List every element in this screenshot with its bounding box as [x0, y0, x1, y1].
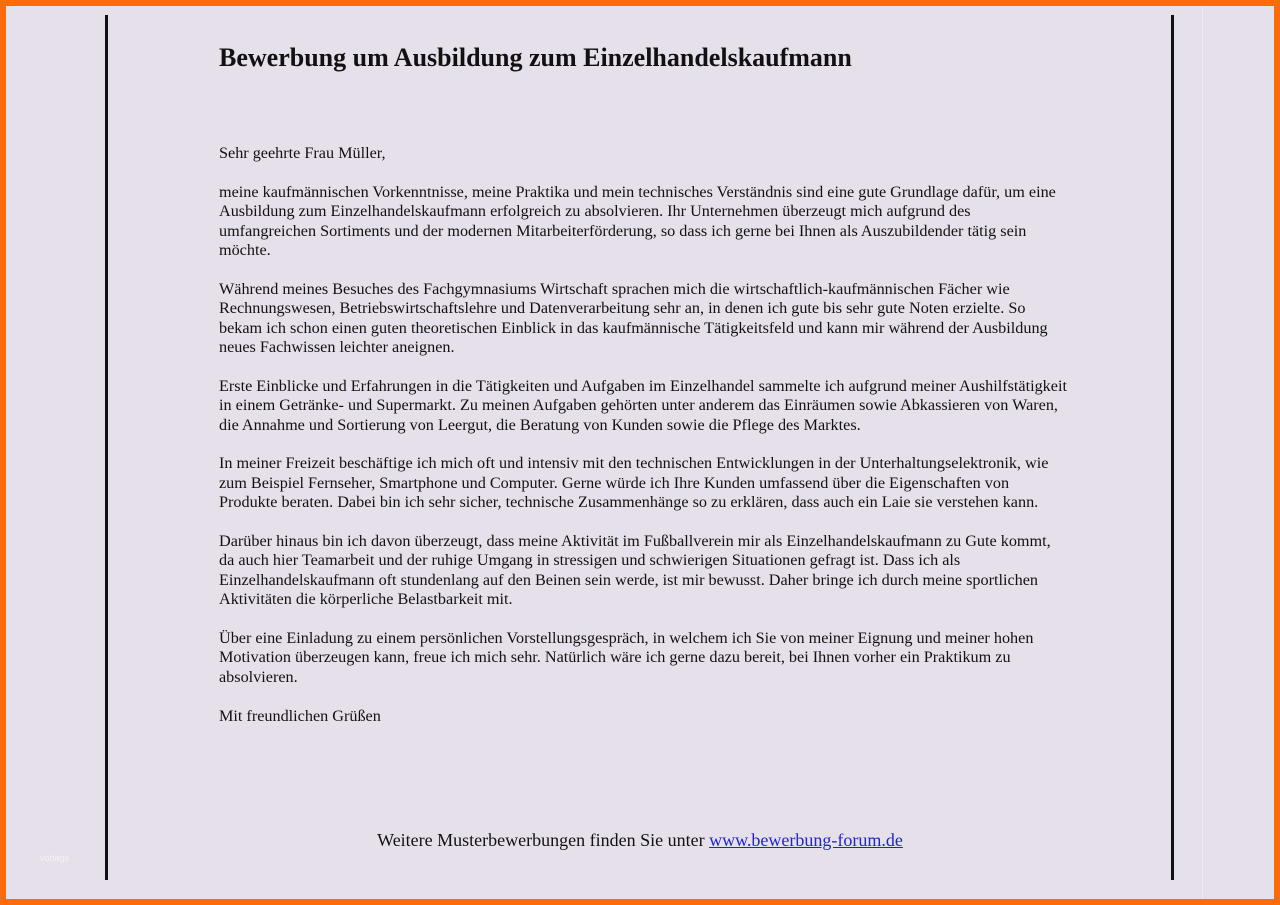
right-margin-rule — [1171, 15, 1174, 880]
letter-body — [219, 144, 1069, 745]
paragraph: In meiner Freizeit beschäftige ich mich oft und intensiv mit den technischen Entwicklungen in der Unterhaltungselektronik, wie zum Beispiel Fernseher, Smartphone und Computer. Gerne würde ich Ihre Kunden umfassend über die Eigenschaften von Produkte beraten. Dabei bin ich sehr sicher, technische Zusammenhänge so zu erklären, dass auch ein Laie sie verstehen kann. — [219, 454, 1049, 512]
document-page — [6, 6, 1274, 899]
watermark: vorlage — [40, 853, 70, 863]
paragraph: meine kaufmännischen Vorkenntnisse, meine Praktika und mein technisches Verständnis sind eine gute Grundlage dafür, um eine Ausbildung zum Einzelhandelskaufmann erfolgreich zu absolvieren. Ihr Unternehmen überzeugt mich aufgrund des umfangreichen Sortiments und der modernen Mitarbeiterförderung, so dass ich gerne bei Ihnen als Auszubildender tätig sein möchte. — [219, 182, 1056, 260]
page-edge-line — [1202, 6, 1203, 899]
paragraph: Während meines Besuches des Fachgymnasiums Wirtschaft sprachen mich die wirtschaftlich-kaufmännischen Fächer wie Rechnungswesen, Betriebswirtschaftslehre und Datenverarbeitung sehr an, in denen ich gute bis sehr gute Noten erzielte. So bekam ich schon einen guten theoretischen Einblick in das kaufmännische Tätigkeitsfeld und kann mir während der Ausbildung neues Fachwissen leichter aneignen. — [219, 279, 1048, 357]
paragraph: Darüber hinaus bin ich davon überzeugt, dass meine Aktivität im Fußballverein mir als Einzelhandelskaufmann zu Gute kommt, da auch hier Teamarbeit und der ruhige Umgang in stressigen und schwierigen Situationen gefragt ist. Dass ich als Einzelhandelskaufmann oft stundenlang auf den Beinen sein werde, ist mir bewusst. Daher bringe ich durch meine sportlichen Aktivitäten die körperliche Belastbarkeit mit. — [219, 532, 1051, 609]
paragraph: Über eine Einladung zu einem persönlichen Vorstellungsgespräch, in welchem ich Sie von meiner Eignung und meiner hohen Motivation überzeugen kann, freue ich mich sehr. Natürlich wäre ich gerne dazu bereit, bei Ihnen vorher ein Praktikum zu absolvieren. — [219, 629, 1034, 686]
left-margin-rule — [105, 15, 108, 880]
closing: Mit freundlichen Grüßen — [219, 706, 381, 725]
letter-title: Bewerbung um Ausbildung zum Einzelhandelskaufmann — [219, 43, 852, 72]
paragraph: Erste Einblicke und Erfahrungen in die Tätigkeiten und Aufgaben im Einzelhandel sammelte ich aufgrund meiner Aushilfstätigkeit in einem Getränke- und Supermarkt. Zu meinen Aufgaben gehörten unter anderem das Einräumen sowie Abkassieren von Waren, die Annahme und Sortierung von Leergut, die Beratung von Kunden sowie die Pflege des Marktes. — [219, 376, 1067, 434]
footer-text: Weitere Musterbewerbungen finden Sie unter — [377, 830, 710, 850]
footer-note — [6, 830, 1274, 851]
salutation: Sehr geehrte Frau Müller, — [219, 144, 386, 162]
website-link[interactable]: www.bewerbung-forum.de — [709, 830, 903, 850]
